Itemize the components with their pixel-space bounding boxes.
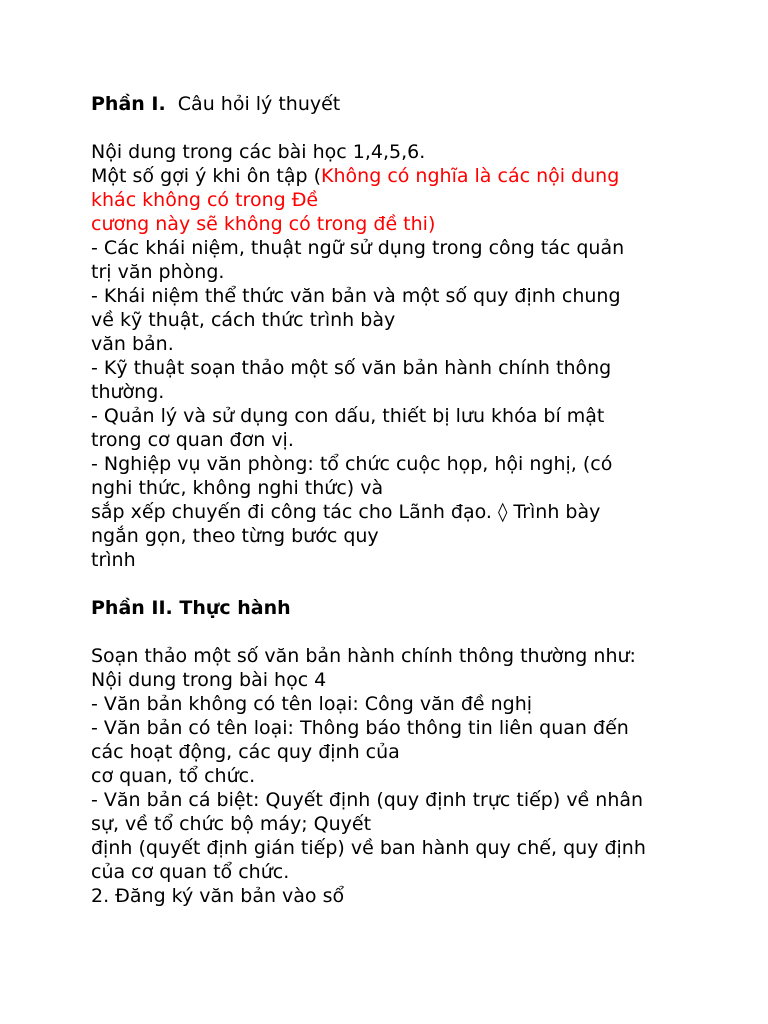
part2-item: - Văn bản không có tên loại: Công văn đề nghị [91, 693, 533, 715]
part1-item: nghi thức, không nghi thức) và [91, 477, 384, 499]
part1-item: trình [91, 549, 136, 571]
part1-item: ngắn gọn, theo từng bước quy [91, 525, 379, 547]
part2-heading: Phần II. Thực hành [91, 597, 291, 619]
part1-item: thường. [91, 381, 165, 403]
spacer [91, 620, 751, 644]
part2-item: sự, về tổ chức bộ máy; Quyết [91, 813, 372, 835]
hint-red-text: Không có nghĩa là các nội dung [321, 165, 620, 187]
hint-prefix: Một số gợi ý khi ôn tập ( [91, 165, 322, 187]
hint-red-line-3: cương này sẽ không có trong đề thi) [91, 213, 436, 235]
hint-red-line-2: khác không có trong Đề [91, 189, 319, 211]
part2-item: của cơ quan tổ chức. [91, 861, 290, 883]
part1-item: trị văn phòng. [91, 261, 225, 283]
part1-heading-label: Phần I. [91, 93, 166, 115]
content-line: Nội dung trong các bài học 1,4,5,6. [91, 141, 426, 163]
part1-item: - Các khái niệm, thuật ngữ sử dụng trong công tác quản [91, 237, 625, 259]
part1-heading [91, 92, 751, 116]
part1-item: văn bản. [91, 333, 174, 355]
spacer [91, 116, 751, 140]
spacer [91, 572, 751, 596]
part1-item: - Khái niệm thể thức văn bản và một số quy định chung [91, 285, 621, 307]
part2-item: các hoạt động, các quy định của [91, 741, 400, 763]
part1-heading-text: Câu hỏi lý thuyết [165, 93, 341, 115]
part2-item: cơ quan, tổ chức. [91, 765, 256, 787]
part1-item: về kỹ thuật, cách thức trình bày [91, 309, 396, 331]
part2-item: - Văn bản có tên loại: Thông báo thông tin liên quan đến [91, 717, 629, 739]
part1-item: sắp xếp chuyến đi công tác cho Lãnh đạo. ◊ Trình bày [91, 501, 601, 523]
part2-item: định (quyết định gián tiếp) về ban hành quy chế, quy định [91, 837, 646, 859]
part1-item: - Kỹ thuật soạn thảo một số văn bản hành chính thông [91, 357, 612, 379]
document-page [91, 92, 751, 908]
part2-item: Nội dung trong bài học 4 [91, 669, 327, 691]
hint-line [91, 164, 751, 188]
part2-item: Soạn thảo một số văn bản hành chính thông thường như: [91, 645, 636, 667]
part1-item: trong cơ quan đơn vị. [91, 429, 294, 451]
part1-item: - Quản lý và sử dụng con dấu, thiết bị lưu khóa bí mật [91, 405, 605, 427]
part2-item: 2. Đăng ký văn bản vào sổ [91, 885, 345, 907]
part1-item: - Nghiệp vụ văn phòng: tổ chức cuộc họp, hội nghị, (có [91, 453, 613, 475]
part2-item: - Văn bản cá biệt: Quyết định (quy định trực tiếp) về nhân [91, 789, 644, 811]
